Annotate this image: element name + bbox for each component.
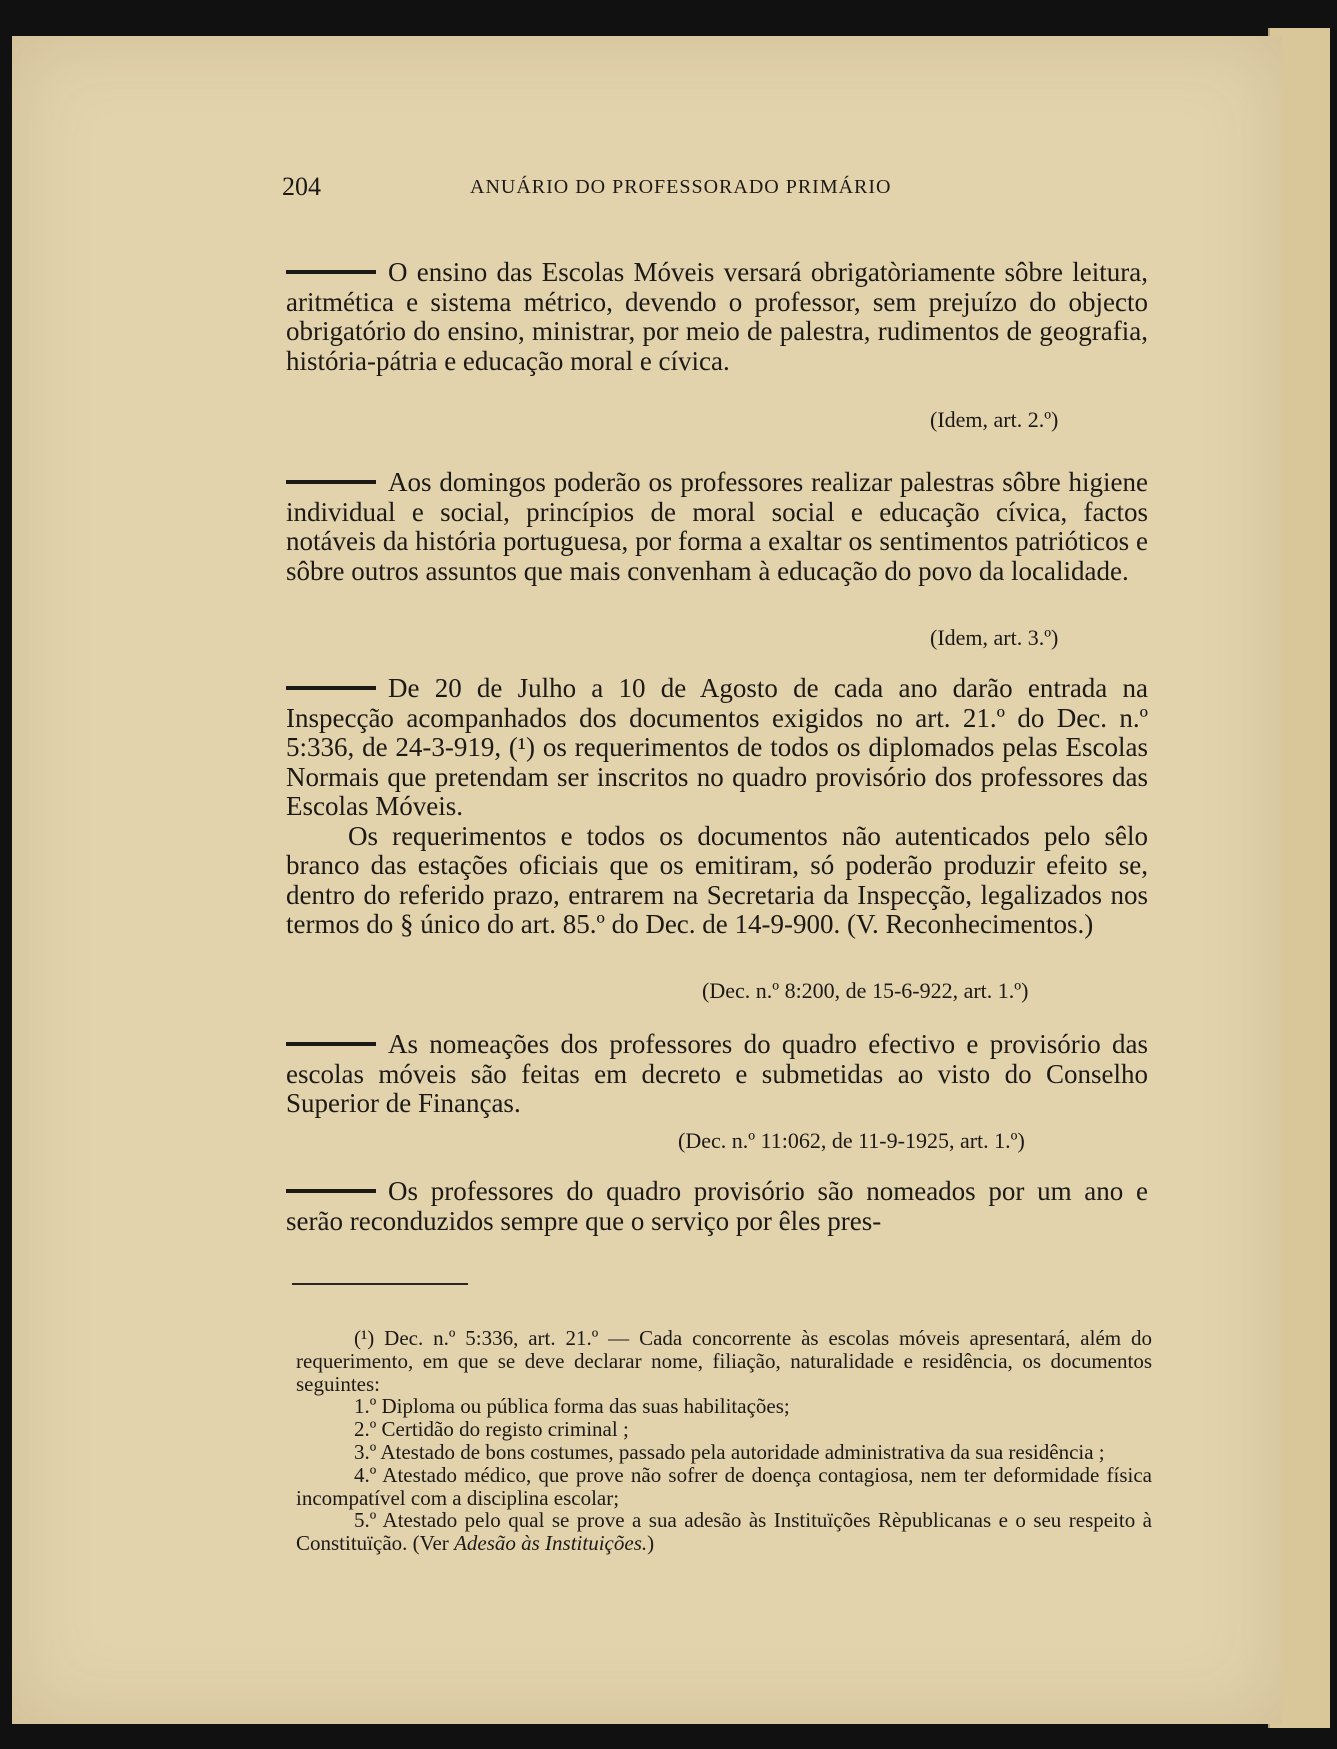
entry-reference: (Dec. n.º 8:200, de 15-6-922, art. 1.º) (702, 978, 1029, 1003)
entry-reference: (Dec. n.º 11:062, de 11-9-1925, art. 1.º) (678, 1128, 1025, 1153)
entry-2 (286, 468, 1148, 586)
entry-reference: (Idem, art. 3.º) (930, 625, 1059, 650)
entry-paragraph: Os requerimentos e todos os documentos não autenticados pelo sêlo branco das estações oficiais que os emitiram, só poderão produzir efeito se, dentro do referido prazo, entrarem na Secretaria da Inspecção, legalizados nos termos do § único do art. 85.º do Dec. de 14-9-900. (V. Reconhecimentos.) (286, 820, 1148, 939)
footnote-rule (292, 1283, 468, 1285)
entry-dash (286, 480, 376, 484)
entry-text: De 20 de Julho a 10 de Agosto de cada ano darão entrada na Inspecção acompanhados dos documentos exigidos no art. 21.º do Dec. n.º 5:336, de 24-3-919, (¹) os requerimentos de todos os diplomados pelas Escolas Normais que pretendam ser inscritos no quadro provisório dos professores das Escolas Móveis. (286, 673, 1148, 821)
entry-3 (286, 674, 1148, 940)
entry-5 (286, 1177, 1148, 1236)
entry-dash (286, 270, 376, 274)
page-number: 204 (282, 172, 321, 201)
footnote-italic-ref: Adesão às Instituições. (454, 1531, 648, 1556)
entry-text: Os professores do quadro provisório são nomeados por um ano e serão reconduzidos sempre que o serviço por êles pres- (286, 1176, 1148, 1236)
footnote-item-text: 5.º Atestado pelo qual se prove a sua adesão às Instituïções Rèpublicanas e o seu respeito à Constituïção. (Ver (296, 1508, 1152, 1556)
footnote-closing: ) (647, 1531, 655, 1556)
entry-dash (286, 1189, 376, 1193)
page-header (282, 168, 962, 204)
footnote-item: 1.º Diploma ou pública forma das suas habilitações; (354, 1394, 790, 1419)
entry-reference: (Idem, art. 2.º) (930, 407, 1059, 432)
footnote-intro: (¹) Dec. n.º 5:336, art. 21.º — Cada concorrente às escolas móveis apresentará, além do requerimento, em que se deve declarar nome, filiação, naturalidade e residência, os documentos seguintes: (296, 1326, 1152, 1396)
footnote (296, 1327, 1152, 1555)
entry-4 (286, 1030, 1148, 1119)
entry-dash (286, 1042, 376, 1046)
footnote-item: 2.º Certidão do registo criminal ; (354, 1417, 629, 1442)
entry-text: O ensino das Escolas Móveis versará obrigatòriamente sôbre leitura, aritmética e sistema métrico, devendo o professor, sem prejuízo do objecto obrigatório do ensino, ministrar, por meio de palestra, rudimentos de geografia, história-pátria e educação moral e cívica. (286, 257, 1148, 376)
footnote-item: 3.º Atestado de bons costumes, passado pela autoridade administrativa da sua residência ; (354, 1439, 1105, 1464)
running-title: ANUÁRIO DO PROFESSORADO PRIMÁRIO (470, 176, 892, 198)
entry-text: Aos domingos poderão os professores realizar palestras sôbre higiene individual e social, princípios de moral social e educação cívica, factos notáveis da história portuguesa, por forma a exaltar os sentimentos patrióticos e sôbre outros assuntos que mais convenham à educação do povo da localidade. (286, 467, 1148, 586)
footnote-item-last (296, 1509, 1152, 1555)
footnote-item: 4.º Atestado médico, que prove não sofrer de doença contagiosa, nem ter deformidade física incompatível com a disciplina escolar; (296, 1462, 1152, 1510)
entry-dash (286, 686, 376, 690)
entry-1 (286, 258, 1148, 376)
entry-text: As nomeações dos professores do quadro efectivo e provisório das escolas móveis são feitas em decreto e submetidas ao visto do Conselho Superior de Finanças. (286, 1029, 1148, 1118)
